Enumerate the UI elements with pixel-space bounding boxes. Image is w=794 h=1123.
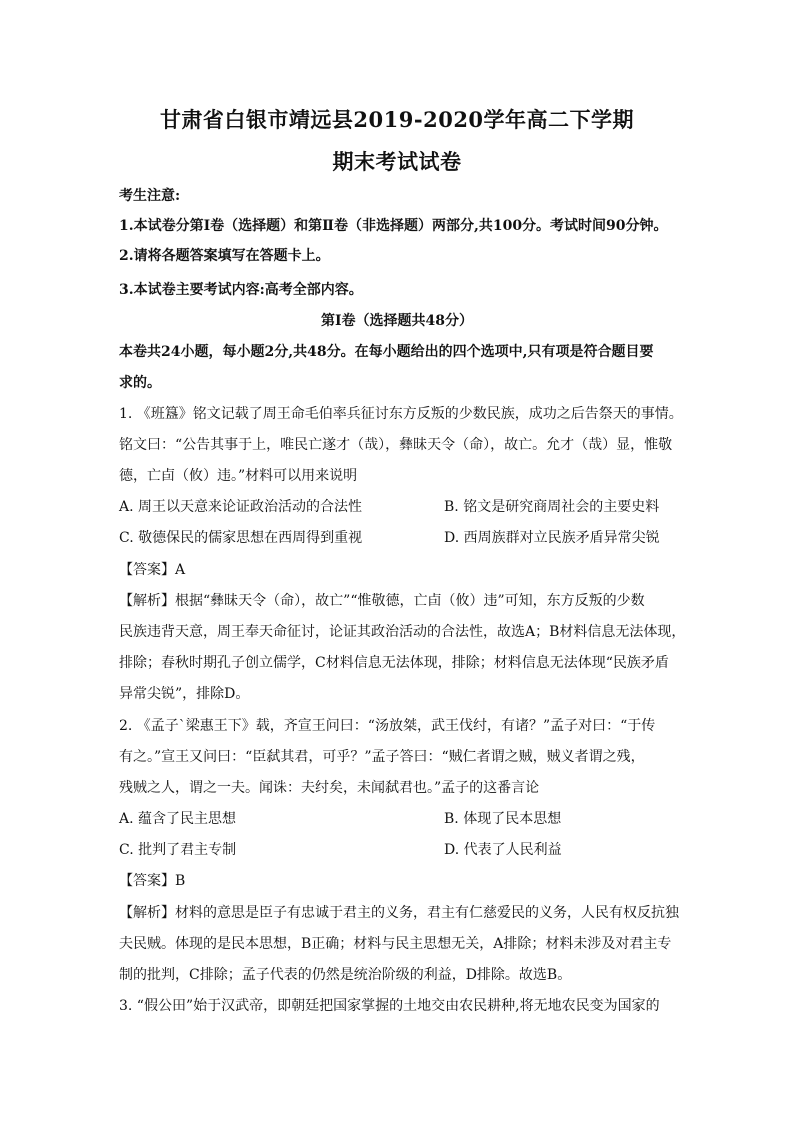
section-description: 本卷共24小题，每小题2分,共48分。在每小题给出的四个选项中,只有项是符合题目要 xyxy=(119,344,654,360)
section-title: 第Ⅰ卷（选择题共48分） xyxy=(320,313,474,329)
option-b: B. 铭文是研究商周社会的主要史料 xyxy=(444,499,660,515)
question-stem-line: 有之。”宣王又问曰：“臣弑其君，可乎？”孟子答曰：“贼仁者谓之贼，贼义者谓之残， xyxy=(119,749,645,765)
option-b: B. 体现了民本思想 xyxy=(444,811,562,827)
answer-line: 【答案】A xyxy=(119,562,186,578)
exam-title-line1: 甘肃省白银市靖远县2019-2020学年高二下学期 xyxy=(159,107,635,132)
option-c: C. 批判了君主专制 xyxy=(119,842,237,858)
question-stem-line: 铭文曰：“公告其事于上，唯民亡遂才（哉），彝昧天令（命），故亡。允才（哉）显，惟敬 xyxy=(119,437,673,453)
exam-title-line2: 期末考试试卷 xyxy=(332,149,462,174)
question-stem-line: 德，亡卣（攸）违。”材料可以用来说明 xyxy=(119,468,358,484)
option-a: A. 周王以天意来论证政治活动的合法性 xyxy=(119,499,363,515)
analysis-line: 【解析】根据“彝昧天令（命），故亡”“惟敬德，亡卣（攸）违”可知，东方反叛的少数 xyxy=(119,593,645,609)
option-d: D. 代表了人民利益 xyxy=(444,842,562,858)
question-stem-line: 残贼之人，谓之一夫。闻诛：夫纣矣，未闻弑君也。”孟子的这番言论 xyxy=(119,780,540,796)
notice-item-2: 2.请将各题答案填写在答题卡上。 xyxy=(119,248,330,264)
question-stem-line: 2. 《孟子`梁惠王下》载，齐宣王问曰：“汤放桀，武王伐纣，有诸？”孟子对曰：“于传 xyxy=(119,718,656,734)
analysis-line: 夫民贼。体现的是民本思想，B正确；材料与民主思想无关，A排除；材料未涉及对君主专 xyxy=(119,936,672,952)
option-a: A. 蕴含了民主思想 xyxy=(119,811,237,827)
notice-heading: 考生注意: xyxy=(119,188,181,204)
notice-item-1: 1.本试卷分第Ⅰ卷（选择题）和第Ⅱ卷（非选择题）两部分,共100分。考试时间90分钟。 xyxy=(119,218,668,234)
analysis-line: 异常尖锐”，排除D。 xyxy=(119,686,250,702)
analysis-line: 排除；春秋时期孔子创立儒学，C材料信息无法体现，排除；材料信息无法体现“民族矛盾 xyxy=(119,655,669,671)
option-c: C. 敬德保民的儒家思想在西周得到重视 xyxy=(119,530,363,546)
notice-item-3: 3.本试卷主要考试内容:高考全部内容。 xyxy=(119,282,363,298)
analysis-line: 民族违背天意，周王奉天命征讨，论证其政治活动的合法性，故选A；B材料信息无法体现， xyxy=(119,624,686,640)
analysis-line: 制的批判，C排除；孟子代表的仍然是统治阶级的利益，D排除。故选B。 xyxy=(119,967,572,983)
analysis-line: 【解析】材料的意思是臣子有忠诚于君主的义务，君主有仁慈爱民的义务，人民有权反抗独 xyxy=(119,905,679,921)
question-stem-line: 3. “假公田”始于汉武帝，即朝廷把国家掌握的土地交由农民耕种,将无地农民变为国家的 xyxy=(119,998,660,1014)
question-stem-line: 1. 《班簋》铭文记载了周王命毛伯率兵征讨东方反叛的少数民族，成功之后告祭天的事情。 xyxy=(119,406,683,422)
option-d: D. 西周族群对立民族矛盾异常尖锐 xyxy=(444,530,660,546)
section-description: 求的。 xyxy=(119,375,161,391)
answer-line: 【答案】B xyxy=(119,873,186,889)
